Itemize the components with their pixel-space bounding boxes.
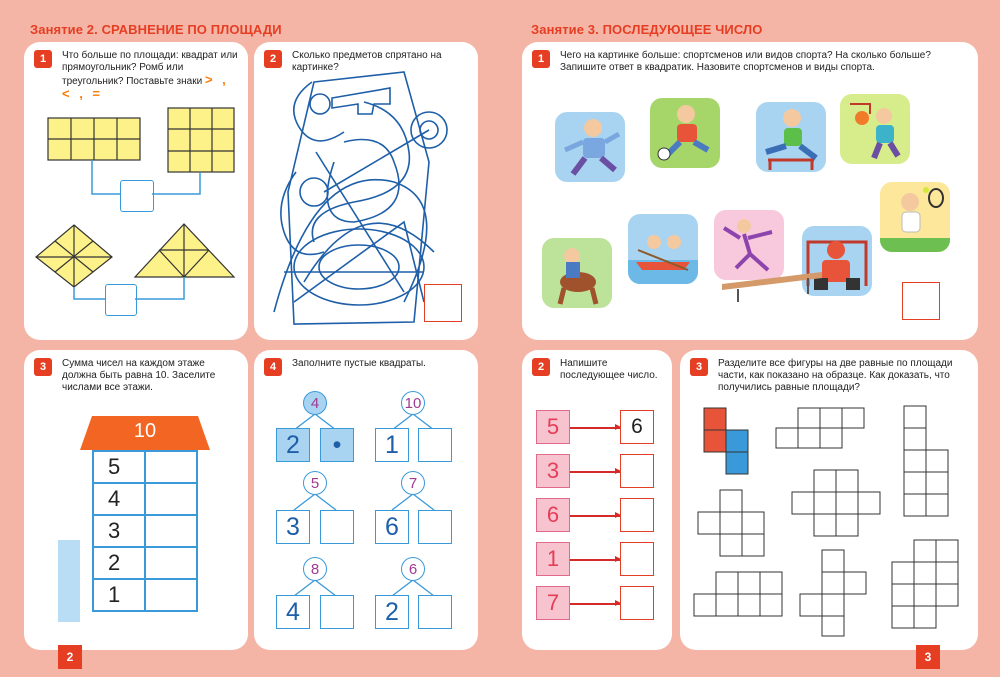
next-number-box[interactable] (620, 498, 654, 532)
tree-right-box[interactable]: • (320, 428, 354, 462)
football-player-picture (650, 98, 720, 168)
tree-left-box: 4 (276, 595, 310, 629)
task-number-badge: 3 (690, 358, 708, 376)
answer-square-1[interactable] (120, 180, 154, 212)
task-number-badge: 1 (532, 50, 550, 68)
rowers-picture (628, 214, 698, 284)
task-instruction: Сколько предметов спрятано на картинке? (292, 50, 442, 73)
balance-beam (718, 264, 828, 304)
tree-top-number: 7 (401, 471, 425, 495)
comparison-signs: > , < , = (62, 72, 229, 101)
sequence-number: 6 (536, 498, 570, 532)
hurdler-picture (756, 102, 826, 172)
task-number-badge: 1 (34, 50, 52, 68)
tree-right-box[interactable] (418, 510, 452, 544)
tree-left-box: 2 (375, 595, 409, 629)
tree-left-box: 1 (375, 428, 409, 462)
arrow-icon (570, 515, 620, 517)
floor-left-cell: 3 (92, 514, 146, 548)
next-number-box[interactable] (620, 586, 654, 620)
tree-top-number: 4 (303, 391, 327, 415)
task-instruction: Чего на картинке больше: спортсменов или видов спорта? На сколько больше? Запишите ответ в квадратик. Назовите спортсменов и виды спорта. (560, 50, 931, 73)
tennis-player-picture (880, 182, 950, 252)
tree-top-number: 8 (303, 557, 327, 581)
floor-left-cell: 1 (92, 578, 146, 612)
skater-picture (555, 112, 625, 182)
floor-left-cell: 2 (92, 546, 146, 580)
arrow-icon (570, 471, 620, 473)
answer-box[interactable] (902, 282, 940, 320)
task-card-next-number (522, 350, 672, 650)
task-card-number-trees (254, 350, 478, 650)
arrow-icon (570, 427, 620, 429)
task-number-badge: 2 (532, 358, 550, 376)
task-instruction: Сумма чисел на каждом этаже должна быть равна 10. Заселите числами все этажи. (62, 358, 216, 393)
sequence-number: 5 (536, 410, 570, 444)
arrow-icon (570, 559, 620, 561)
task-number-badge: 4 (264, 358, 282, 376)
task-card-divide-figures (680, 350, 978, 650)
floor-right-cell[interactable] (144, 482, 198, 516)
tree-right-box[interactable] (320, 595, 354, 629)
floor-right-cell[interactable] (144, 546, 198, 580)
horse-rider-picture (542, 238, 612, 308)
tree-left-box: 2 (276, 428, 310, 462)
next-number-box[interactable]: 6 (620, 410, 654, 444)
task-card-sports (522, 42, 978, 340)
tree-left-box: 3 (276, 510, 310, 544)
tree-right-box[interactable] (418, 428, 452, 462)
sequence-number: 7 (536, 586, 570, 620)
task-card-hidden-objects (254, 42, 478, 340)
task-card-area-comparison (24, 42, 248, 340)
roof-number: 10 (133, 420, 157, 442)
floor-left-cell: 5 (92, 450, 146, 484)
next-number-box[interactable] (620, 454, 654, 488)
grid-figures (680, 350, 978, 650)
page-number-left: 2 (58, 645, 82, 669)
task-number-badge: 3 (34, 358, 52, 376)
next-number-box[interactable] (620, 542, 654, 576)
tree-top-number: 6 (401, 557, 425, 581)
floor-right-cell[interactable] (144, 514, 198, 548)
arrow-icon (570, 603, 620, 605)
sequence-number: 1 (536, 542, 570, 576)
answer-box[interactable] (424, 284, 462, 322)
sequence-number: 3 (536, 454, 570, 488)
answer-square-2[interactable] (105, 284, 137, 316)
floor-right-cell[interactable] (144, 450, 198, 484)
basketball-player-picture (840, 94, 910, 164)
task-instruction: Разделите все фигуры на две равные по площади части, как показано на образце. Как доказать, что получились равные площади? (718, 358, 953, 393)
tree-right-box[interactable] (320, 510, 354, 544)
tree-top-number: 5 (303, 471, 327, 495)
tree-top-number: 10 (401, 391, 425, 415)
left-page-title: Занятие 2. СРАВНЕНИЕ ПО ПЛОЩАДИ (30, 22, 282, 37)
page-number-right: 3 (916, 645, 940, 669)
task-instruction: Напишите последующее число. (560, 358, 658, 381)
right-page-title: Занятие 3. ПОСЛЕДУЮЩЕЕ ЧИСЛО (531, 22, 763, 37)
task-instruction-text: Что больше по площади: квадрат или прямоугольник? Ромб или треугольник? Поставьте знаки (62, 50, 238, 87)
floor-right-cell[interactable] (144, 578, 198, 612)
floor-left-cell: 4 (92, 482, 146, 516)
tree-right-box[interactable] (418, 595, 452, 629)
tree-left-box: 6 (375, 510, 409, 544)
decorative-blue-arrow (58, 540, 80, 622)
task-number-badge: 2 (264, 50, 282, 68)
task-instruction: Заполните пустые квадраты. (292, 358, 426, 369)
